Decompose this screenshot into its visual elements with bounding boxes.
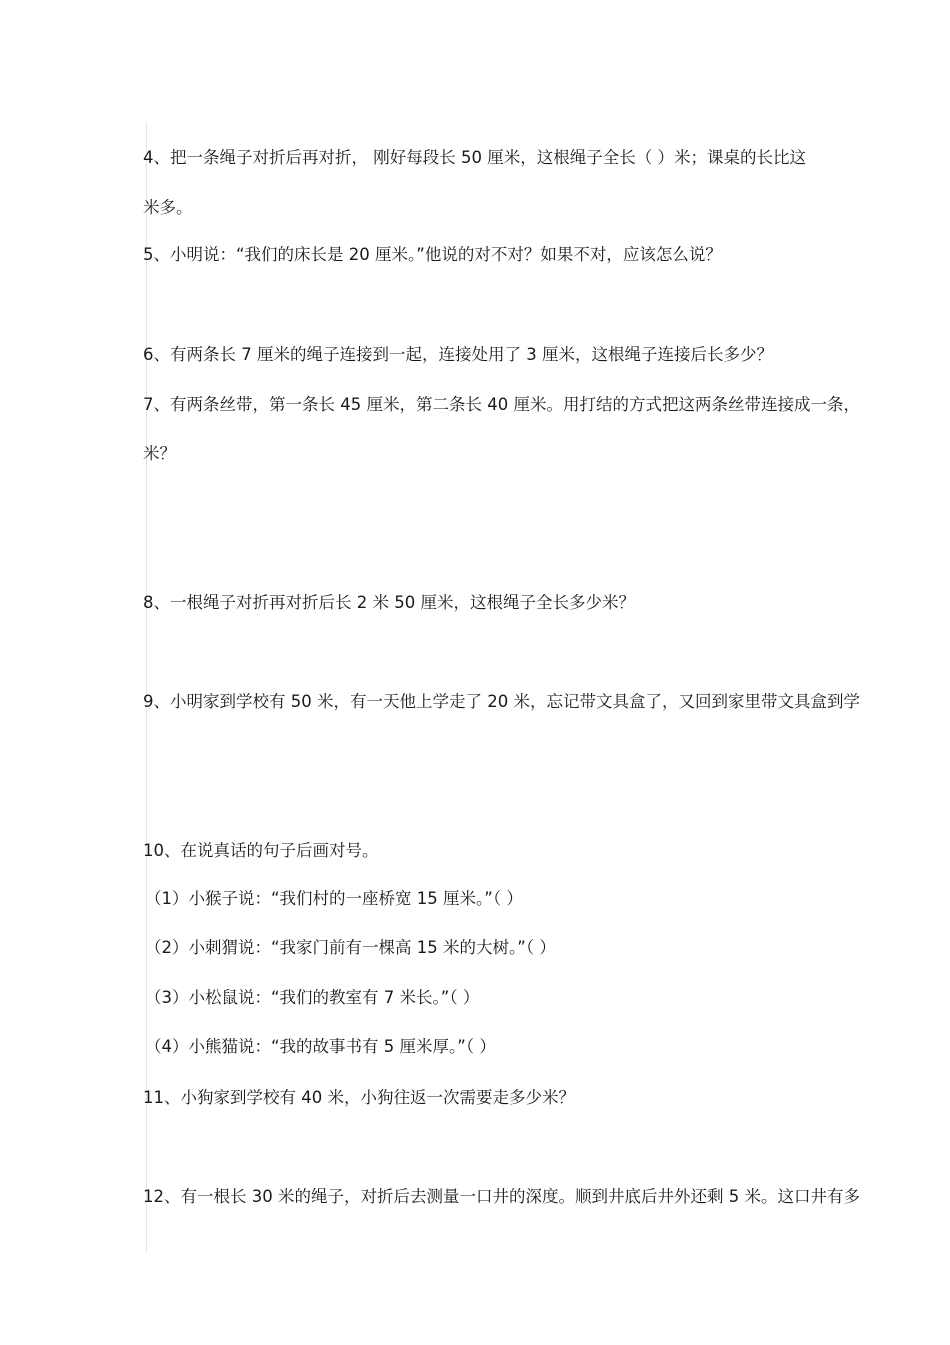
question-10-item-2: （2）小刺猬说：“我家门前有一棵高 15 米的大树。”（ ） xyxy=(145,938,556,957)
margin-line xyxy=(146,122,147,1252)
question-7-line-1: 7、有两条丝带，第一条长 45 厘米，第二条长 40 厘米。用打结的方式把这两条丝带连接成一条， xyxy=(143,395,860,414)
question-10-item-3: （3）小松鼠说：“我们的教室有 7 米长。”（ ） xyxy=(145,988,480,1007)
question-8: 8、一根绳子对折再对折后长 2 米 50 厘米，这根绳子全长多少米？ xyxy=(143,593,635,612)
question-11: 11、小狗家到学校有 40 米，小狗往返一次需要走多少米？ xyxy=(143,1088,575,1107)
question-6: 6、有两条长 7 厘米的绳子连接到一起，连接处用了 3 厘米，这根绳子连接后长多少？ xyxy=(143,345,773,364)
question-10-item-4: （4）小熊猫说：“我的故事书有 5 厘米厚。”（ ） xyxy=(145,1037,496,1056)
question-10-item-1: （1）小猴子说：“我们村的一座桥宽 15 厘米。”（ ） xyxy=(145,889,523,908)
question-5: 5、小明说：“我们的床长是 20 厘米。”他说的对不对？如果不对，应该怎么说？ xyxy=(143,245,722,264)
question-10-title: 10、在说真话的句子后画对号。 xyxy=(143,841,379,860)
question-4-line-2: 米多。 xyxy=(143,198,193,217)
question-4-line-1: 4、把一条绳子对折后再对折， 刚好每段长 50 厘米，这根绳子全长（ ）米；课桌的长比这 xyxy=(143,148,806,167)
question-7-line-2: 米？ xyxy=(143,444,176,463)
question-9: 9、小明家到学校有 50 米，有一天他上学走了 20 米，忘记带文具盒了，又回到家里带文具盒到学 xyxy=(143,692,860,711)
question-12: 12、有一根长 30 米的绳子，对折后去测量一口井的深度。顺到井底后井外还剩 5 米。这口井有多 xyxy=(143,1187,860,1206)
